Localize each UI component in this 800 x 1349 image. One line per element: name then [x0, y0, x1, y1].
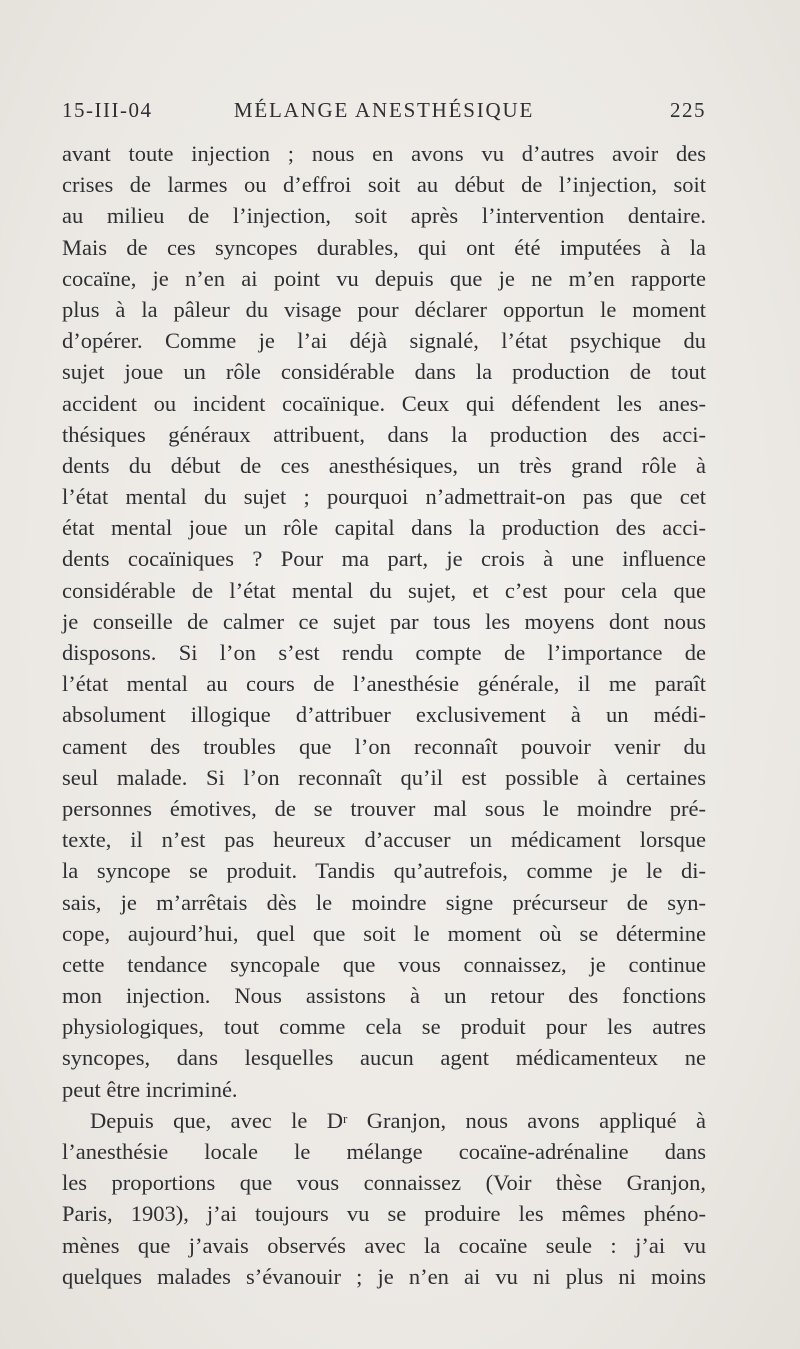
text-line: avant toute injection ; nous en avons vu d’autres avoir des	[62, 141, 706, 166]
text-line: sais, je m’arrêtais dès le moindre signe précurseur de syn-	[62, 889, 706, 915]
text-line: je conseille de calmer ce sujet par tous les moyens dont nous	[62, 608, 706, 634]
page-number: 225	[670, 98, 706, 122]
text-line: quelques malades s’évanouir ; je n’en ai vu ni plus ni moins	[62, 1263, 706, 1289]
text-run: Granjon, nous avons appliqué à	[347, 1107, 706, 1133]
text-line: plus à la pâleur du visage pour déclarer opportun le moment	[62, 296, 706, 322]
text-line: Mais de ces syncopes durables, qui ont été imputées à la	[62, 234, 706, 260]
text-line: d’opérer. Comme je l’ai déjà signalé, l’état psychique du	[62, 328, 706, 354]
text-line: cette tendance syncopale que vous connaissez, je continue	[62, 951, 706, 977]
paragraph-2	[62, 1105, 706, 1292]
header-date: 15-III-04	[62, 98, 153, 122]
text-line: cope, aujourd’hui, quel que soit le moment où se détermine	[62, 920, 706, 946]
body-text	[62, 138, 706, 1292]
text-line: l’état mental au cours de l’anesthésie générale, il me paraît	[62, 671, 706, 697]
text-line: au milieu de l’injection, soit après l’intervention dentaire.	[62, 203, 706, 229]
text-line: sujet joue un rôle considérable dans la production de tout	[62, 359, 706, 385]
text-line: dents du début de ces anesthésiques, un très grand rôle à	[62, 452, 706, 478]
text-line: absolument illogique d’attribuer exclusivement à un médi-	[62, 702, 706, 728]
text-line: personnes émotives, de se trouver mal sous le moindre pré-	[62, 795, 706, 821]
text-line: peut être incriminé.	[62, 1076, 238, 1102]
text-line: mènes que j’avais observés avec la cocaïne seule : j’ai vu	[62, 1232, 706, 1258]
abbrev-superscript: r	[343, 1110, 348, 1126]
text-line: syncopes, dans lesquelles aucun agent médicamenteux ne	[62, 1045, 706, 1071]
text-line: physiologiques, tout comme cela se produit pour les autres	[62, 1014, 706, 1040]
text-line: cament des troubles que l’on reconnaît pouvoir venir du	[62, 733, 706, 759]
text-run: Depuis que, avec le D	[90, 1107, 344, 1133]
text-line: accident ou incident cocaïnique. Ceux qui défendent les anes-	[62, 390, 706, 416]
header-title: MÉLANGE ANESTHÉSIQUE	[233, 98, 535, 122]
text-line: les proportions que vous connaissez (Voir thèse Granjon,	[62, 1170, 706, 1196]
text-line: thésiques généraux attribuent, dans la production des acci-	[62, 421, 706, 447]
text-line: dents cocaïniques ? Pour ma part, je crois à une influence	[62, 546, 706, 572]
text-line: disposons. Si l’on s’est rendu compte de l’importance de	[62, 640, 706, 665]
text-line: mon injection. Nous assistons à un retour des fonctions	[62, 983, 706, 1009]
text-line: texte, il n’est pas heureux d’accuser un médicament lorsque	[62, 827, 706, 853]
text-line: l’anesthésie locale le mélange cocaïne-adrénaline dans	[62, 1139, 706, 1164]
text-line: seul malade. Si l’on reconnaît qu’il est possible à certaines	[62, 764, 706, 790]
text-line: cocaïne, je n’en ai point vu depuis que je ne m’en rapporte	[62, 265, 706, 291]
text-line: la syncope se produit. Tandis qu’autrefois, comme je le di-	[62, 858, 706, 884]
text-line: état mental joue un rôle capital dans la production des acci-	[62, 515, 706, 541]
text-line: crises de larmes ou d’effroi soit au début de l’injection, soit	[62, 172, 706, 198]
text-line-first	[62, 1105, 706, 1136]
running-head	[62, 98, 706, 130]
text-line: considérable de l’état mental du sujet, et c’est pour cela que	[62, 577, 706, 603]
text-line: l’état mental du sujet ; pourquoi n’admettrait-on pas que cet	[62, 484, 706, 510]
paragraph-1	[62, 138, 706, 1105]
text-line: Paris, 1903), j’ai toujours vu se produire les mêmes phéno-	[62, 1201, 706, 1227]
